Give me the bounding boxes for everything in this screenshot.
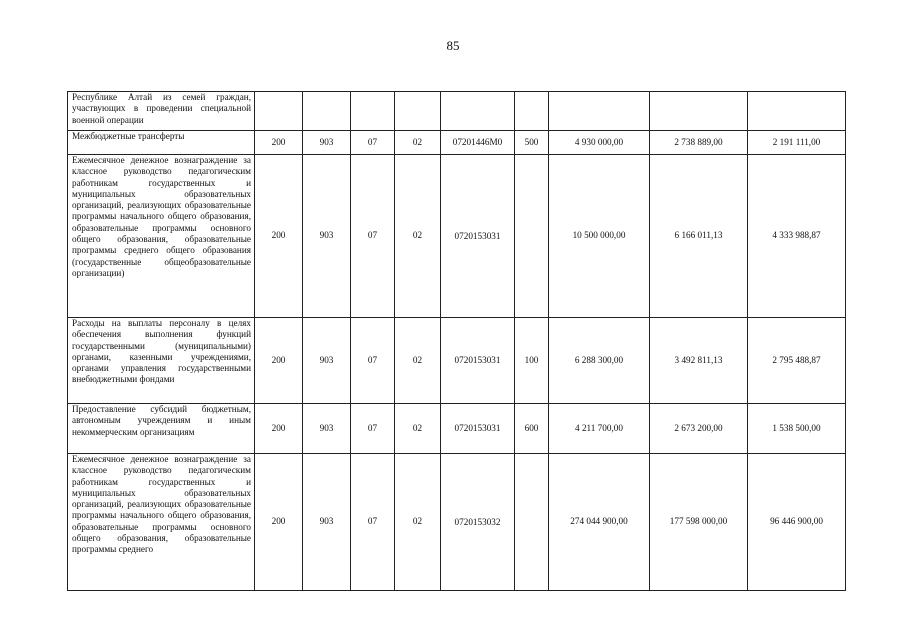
admin-code-cell: 200 [255, 454, 303, 591]
row-name-cell: Ежемесячное денежное вознаграждение за классное руководство педагогическим работникам государственных и муниципальных образовательных организаций, реализующих образовательные программы начального общего образования, образовательные программы основного общего образования, образовательные программы среднего общего образования (государственные общеобразовательные организации) [68, 155, 255, 318]
table-row [68, 92, 846, 131]
ministry-code-cell [303, 92, 351, 131]
ministry-code-cell: 903 [303, 155, 351, 318]
ministry-code-cell: 903 [303, 454, 351, 591]
expense-kind-cell [515, 454, 549, 591]
expense-kind-cell: 100 [515, 318, 549, 404]
section-code-cell: 07 [351, 131, 395, 155]
sum-1-cell [549, 92, 650, 131]
target-code-cell: 0720153031 [441, 155, 515, 318]
row-name-cell: Расходы на выплаты персоналу в целях обеспечения выполнения функций государственными (муниципальными) органами, казенными учреждениями, органами управления государственными внебюджетными фондами [68, 318, 255, 404]
sum-2-cell: 2 673 200,00 [650, 404, 748, 454]
sum-1-cell: 6 288 300,00 [549, 318, 650, 404]
admin-code-cell: 200 [255, 318, 303, 404]
row-name-cell: Республике Алтай из семей граждан, участвующих в проведении специальной военной операции [68, 92, 255, 131]
sum-2-cell: 6 166 011,13 [650, 155, 748, 318]
ministry-code-cell: 903 [303, 318, 351, 404]
sum-1-cell: 4 930 000,00 [549, 131, 650, 155]
expense-kind-cell [515, 155, 549, 318]
subsection-code-cell: 02 [395, 155, 441, 318]
table-row [68, 404, 846, 454]
sum-1-cell: 10 500 000,00 [549, 155, 650, 318]
sum-1-cell: 274 044 900,00 [549, 454, 650, 591]
sum-1-cell: 4 211 700,00 [549, 404, 650, 454]
sum-3-cell: 4 333 988,87 [748, 155, 846, 318]
sum-3-cell: 2 795 488,87 [748, 318, 846, 404]
ministry-code-cell: 903 [303, 131, 351, 155]
section-code-cell: 07 [351, 155, 395, 318]
row-name-cell: Ежемесячное денежное вознаграждение за классное руководство педагогическим работникам государственных и муниципальных образовательных организаций, реализующих образовательные программы начального общего образования, образовательные программы основного общего образования, образовательные программы среднего [68, 454, 255, 591]
sum-2-cell: 3 492 811,13 [650, 318, 748, 404]
target-code-cell: 0720153032 [441, 454, 515, 591]
expense-kind-cell: 500 [515, 131, 549, 155]
target-code-cell: 07201446М0 [441, 131, 515, 155]
target-code-cell: 0720153031 [441, 404, 515, 454]
row-name-cell: Межбюджетные трансферты [68, 131, 255, 155]
subsection-code-cell: 02 [395, 318, 441, 404]
row-name-cell: Предоставление субсидий бюджетным, автономным учреждениям и иным некоммерческим организациям [68, 404, 255, 454]
subsection-code-cell [395, 92, 441, 131]
page-number: 85 [446, 38, 460, 53]
table-row [68, 454, 846, 591]
table-row [68, 318, 846, 404]
sum-2-cell [650, 92, 748, 131]
section-code-cell [351, 92, 395, 131]
ministry-code-cell: 903 [303, 404, 351, 454]
sum-2-cell: 2 738 889,00 [650, 131, 748, 155]
admin-code-cell [255, 92, 303, 131]
section-code-cell: 07 [351, 318, 395, 404]
table-row [68, 155, 846, 318]
sum-3-cell: 1 538 500,00 [748, 404, 846, 454]
sum-3-cell: 96 446 900,00 [748, 454, 846, 591]
subsection-code-cell: 02 [395, 131, 441, 155]
target-code-cell [441, 92, 515, 131]
expense-kind-cell: 600 [515, 404, 549, 454]
admin-code-cell: 200 [255, 404, 303, 454]
expense-kind-cell [515, 92, 549, 131]
admin-code-cell: 200 [255, 131, 303, 155]
admin-code-cell: 200 [255, 155, 303, 318]
section-code-cell: 07 [351, 404, 395, 454]
target-code-cell: 0720153031 [441, 318, 515, 404]
sum-2-cell: 177 598 000,00 [650, 454, 748, 591]
section-code-cell: 07 [351, 454, 395, 591]
table-row [68, 131, 846, 155]
sum-3-cell [748, 92, 846, 131]
subsection-code-cell: 02 [395, 404, 441, 454]
budget-table [67, 91, 846, 591]
subsection-code-cell: 02 [395, 454, 441, 591]
sum-3-cell: 2 191 111,00 [748, 131, 846, 155]
